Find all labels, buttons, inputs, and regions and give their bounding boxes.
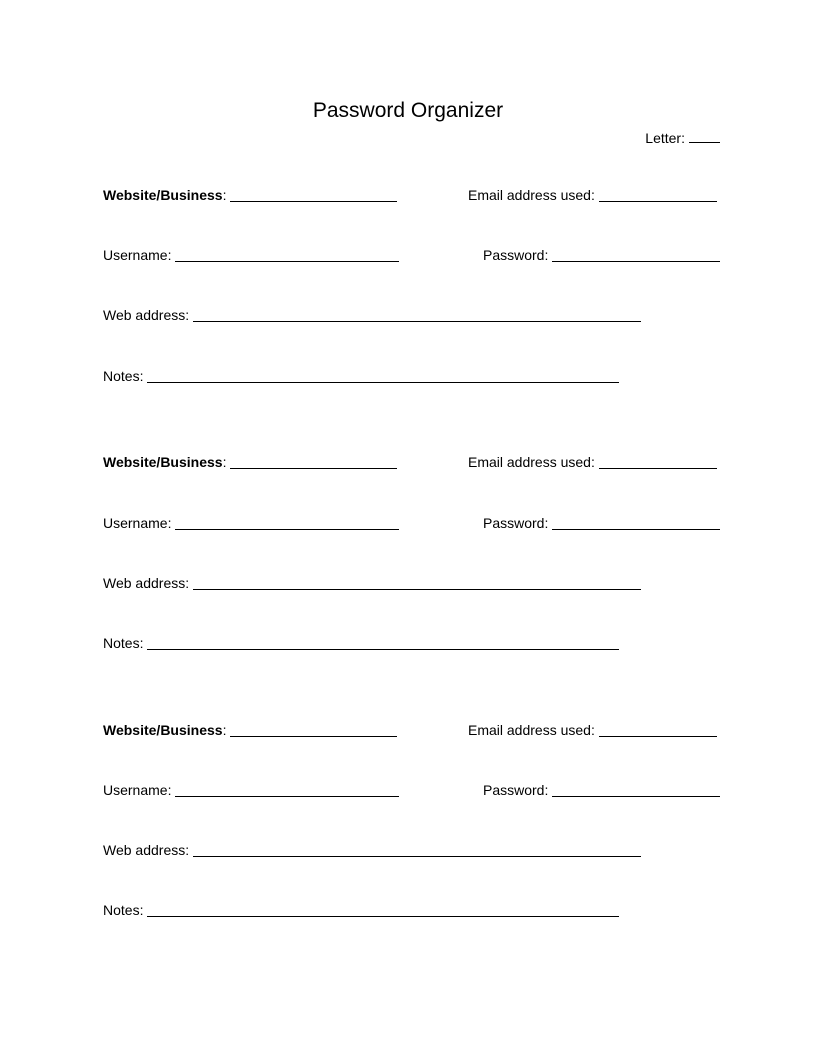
letter-field[interactable]: [645, 130, 720, 146]
website-business-blank[interactable]: [230, 189, 397, 202]
email-address-blank[interactable]: [599, 724, 717, 737]
website-business-colon: :: [222, 187, 227, 203]
web-address-label: Web address:: [103, 842, 190, 858]
letter-label: Letter:: [645, 130, 685, 146]
notes-blank[interactable]: [147, 637, 619, 650]
web-address-blank[interactable]: [193, 577, 641, 590]
password-field[interactable]: [483, 247, 720, 263]
email-address-blank[interactable]: [599, 189, 717, 202]
web-address-field[interactable]: [103, 842, 641, 858]
email-address-field[interactable]: [468, 187, 717, 203]
username-field[interactable]: [103, 247, 399, 263]
email-address-field[interactable]: [468, 722, 717, 738]
password-blank[interactable]: [552, 784, 720, 797]
notes-field[interactable]: [103, 368, 619, 384]
web-address-label: Web address:: [103, 307, 190, 323]
password-blank[interactable]: [552, 517, 720, 530]
email-address-label: Email address used:: [468, 722, 595, 738]
username-label: Username:: [103, 247, 172, 263]
website-business-field[interactable]: [103, 187, 397, 203]
web-address-blank[interactable]: [193, 309, 641, 322]
web-address-field[interactable]: [103, 575, 641, 591]
web-address-field[interactable]: [103, 307, 641, 323]
username-label: Username:: [103, 515, 172, 531]
website-business-label: Website/Business: [103, 187, 223, 203]
letter-blank[interactable]: [689, 130, 720, 143]
website-business-colon: :: [222, 454, 227, 470]
password-label: Password:: [483, 247, 549, 263]
website-business-blank[interactable]: [230, 456, 397, 469]
password-label: Password:: [483, 515, 549, 531]
website-business-colon: :: [222, 722, 227, 738]
password-field[interactable]: [483, 515, 720, 531]
web-address-blank[interactable]: [193, 844, 641, 857]
notes-field[interactable]: [103, 635, 619, 651]
username-field[interactable]: [103, 782, 399, 798]
password-label: Password:: [483, 782, 549, 798]
notes-label: Notes:: [103, 635, 144, 651]
email-address-label: Email address used:: [468, 187, 595, 203]
username-field[interactable]: [103, 515, 399, 531]
web-address-label: Web address:: [103, 575, 190, 591]
website-business-blank[interactable]: [230, 724, 397, 737]
website-business-field[interactable]: [103, 722, 397, 738]
page-title: Password Organizer: [312, 99, 504, 122]
notes-label: Notes:: [103, 368, 144, 384]
notes-label: Notes:: [103, 902, 144, 918]
notes-blank[interactable]: [147, 370, 619, 383]
notes-field[interactable]: [103, 902, 619, 918]
website-business-field[interactable]: [103, 454, 397, 470]
website-business-label: Website/Business: [103, 722, 223, 738]
email-address-field[interactable]: [468, 454, 717, 470]
email-address-blank[interactable]: [599, 456, 717, 469]
username-blank[interactable]: [175, 517, 399, 530]
username-blank[interactable]: [175, 249, 399, 262]
username-label: Username:: [103, 782, 172, 798]
website-business-label: Website/Business: [103, 454, 223, 470]
password-field[interactable]: [483, 782, 720, 798]
password-blank[interactable]: [552, 249, 720, 262]
username-blank[interactable]: [175, 784, 399, 797]
email-address-label: Email address used:: [468, 454, 595, 470]
notes-blank[interactable]: [147, 904, 619, 917]
